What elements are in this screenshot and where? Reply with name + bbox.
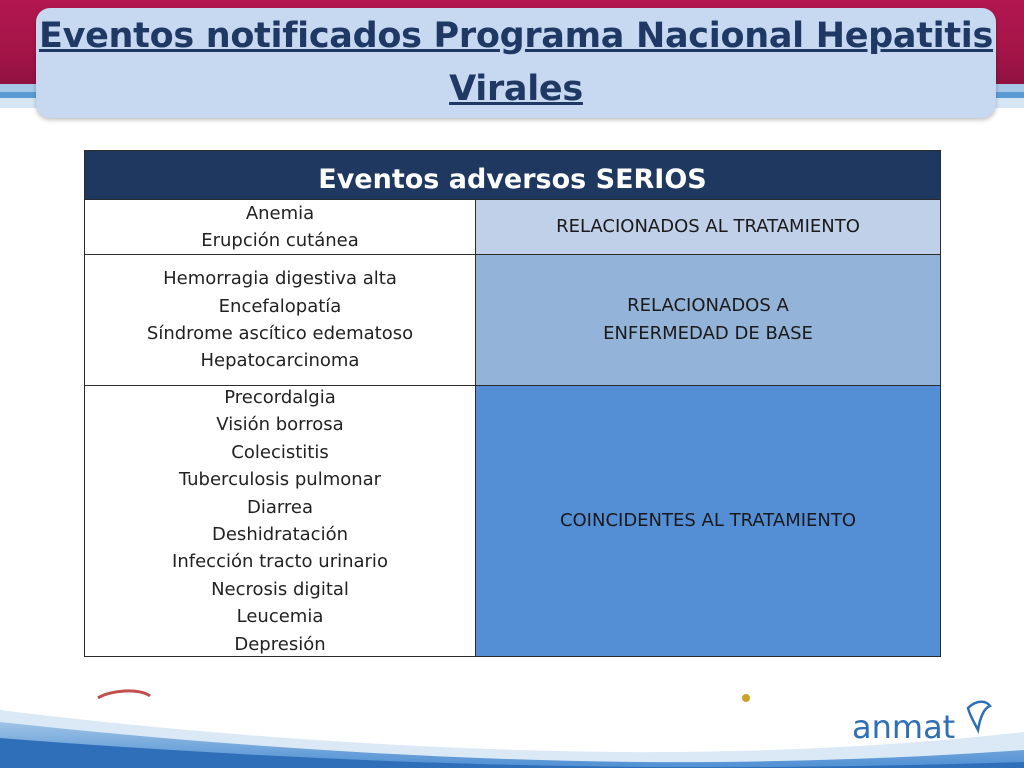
category-label: RELACIONADOS AL TRATAMIENTO: [556, 216, 860, 237]
category-label: ENFERMEDAD DE BASE: [603, 323, 813, 344]
adverse-events-table: [84, 150, 941, 657]
partial-logo-icon: [98, 691, 150, 698]
event-item: Leucemia: [236, 606, 324, 628]
event-item: Depresión: [234, 633, 326, 655]
event-item: Anemia: [245, 203, 315, 224]
table-header: Eventos adversos SERIOS: [85, 151, 940, 199]
event-item: Infección tracto urinario: [172, 551, 388, 573]
category-cell: [476, 386, 940, 656]
anmat-logo: [850, 696, 1000, 756]
events-cell: [85, 200, 476, 254]
category-label: RELACIONADOS A: [627, 295, 789, 316]
category-cell: [476, 200, 940, 254]
category-cell: [476, 255, 940, 385]
table-row: [85, 199, 940, 254]
events-cell: [85, 255, 476, 385]
event-item: Visión borrosa: [216, 414, 344, 436]
logo-text: anmat: [852, 708, 956, 746]
event-item: Precordalgia: [224, 386, 336, 408]
table-row: [85, 254, 940, 385]
event-item: Encefalopatía: [218, 295, 342, 317]
title-box: [36, 8, 996, 118]
event-item: Deshidratación: [212, 524, 348, 545]
event-item: Hemorragia digestiva alta: [163, 268, 397, 290]
event-item: Síndrome ascítico edematoso: [146, 323, 414, 344]
category-label: COINCIDENTES AL TRATAMIENTO: [559, 510, 857, 531]
event-item: Tuberculosis pulmonar: [178, 469, 382, 491]
slide-title: Eventos notificados Programa Nacional Hepatitis Virales: [38, 16, 994, 109]
event-item: Necrosis digital: [211, 578, 349, 600]
events-cell: [85, 386, 476, 656]
event-item: Colecistitis: [231, 441, 329, 463]
event-item: Hepatocarcinoma: [200, 350, 360, 372]
table-row: [85, 385, 940, 656]
event-item: Erupción cutánea: [201, 230, 359, 251]
event-item: Diarrea: [246, 496, 314, 518]
seal-icon: [742, 694, 750, 702]
